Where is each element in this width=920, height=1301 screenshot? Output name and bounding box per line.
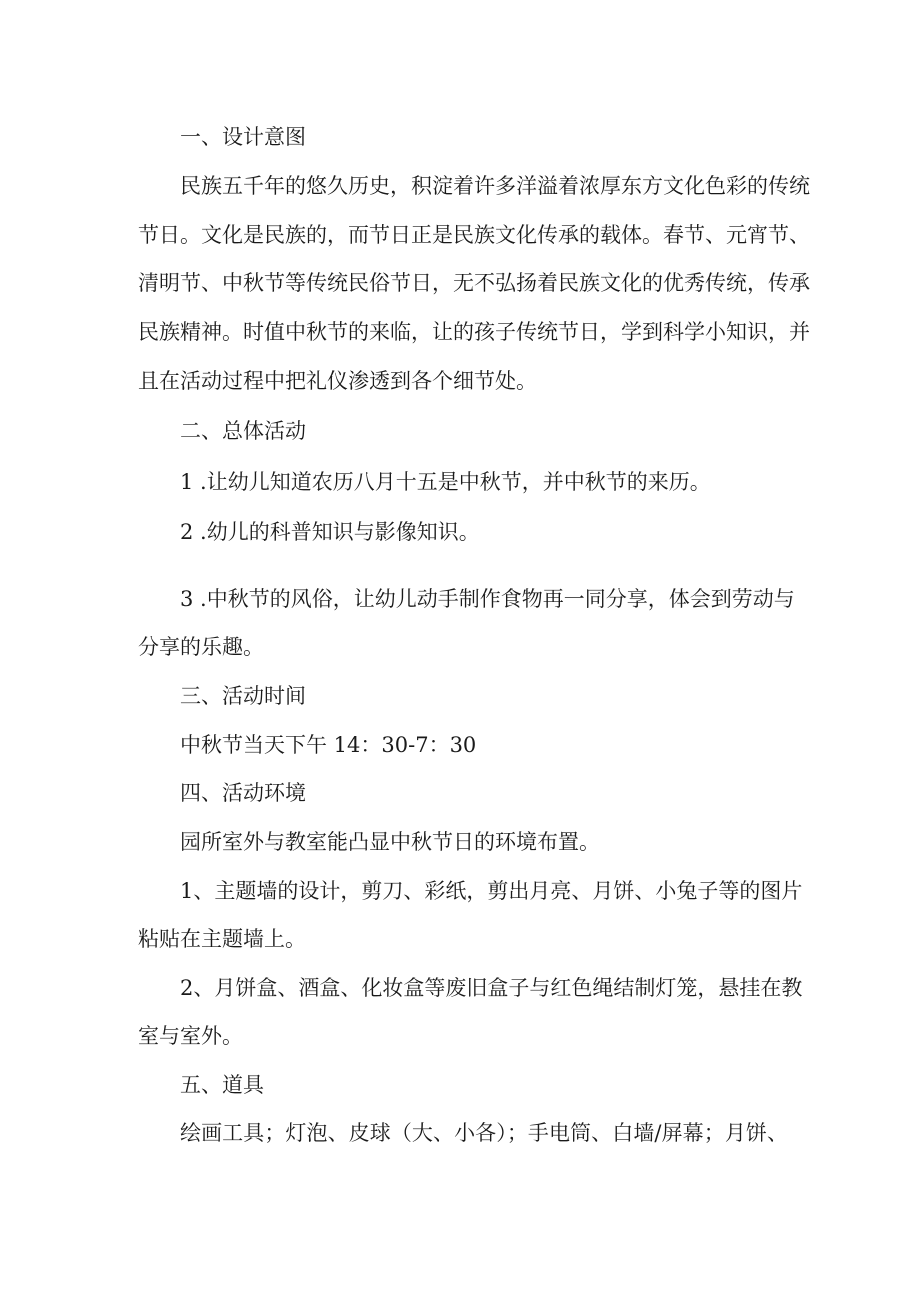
list-item: 1 .让幼儿知道农历八月十五是中秋节，并中秋节的来历。 (180, 470, 711, 494)
paragraph-line: 民族五千年的悠久历史，积淀着许多洋溢着浓厚东方文化色彩的传统 (180, 174, 810, 198)
list-item: 1、主题墙的设计，剪刀、彩纸，剪出月亮、月饼、小兔子等的图片 (180, 879, 803, 903)
paragraph-line: 节日。文化是民族的，而节日正是民族文化传承的载体。春节、元宵节、 (138, 223, 810, 247)
paragraph-line: 绘画工具；灯泡、皮球（大、小各）；手电筒、白墙/屏幕；月饼、 (180, 1121, 788, 1145)
heading-overall-activity: 二、总体活动 (180, 419, 306, 443)
paragraph-line: 清明节、中秋节等传统民俗节日，无不弘扬着民族文化的优秀传统，传承 (138, 271, 810, 295)
list-item-continuation: 粘贴在主题墙上。 (138, 927, 306, 951)
heading-activity-environment: 四、活动环境 (180, 781, 306, 805)
paragraph-line: 园所室外与教室能凸显中秋节日的环境布置。 (180, 830, 600, 854)
list-item: 2 .幼儿的科普知识与影像知识。 (180, 520, 480, 544)
heading-activity-time: 三、活动时间 (180, 684, 306, 708)
activity-time-text: 中秋节当天下午 14：30-7：30 (180, 733, 477, 757)
list-item: 2、月饼盒、酒盒、化妆盒等废旧盒子与红色绳结制灯笼，悬挂在教 (180, 976, 803, 1000)
heading-props: 五、道具 (180, 1073, 264, 1097)
paragraph-line: 民族精神。时值中秋节的来临，让的孩子传统节日，学到科学小知识，并 (138, 320, 810, 344)
list-item: 3 .中秋节的风俗，让幼儿动手制作食物再一同分享，体会到劳动与 (180, 587, 795, 611)
paragraph-line: 且在活动过程中把礼仪渗透到各个细节处。 (138, 369, 537, 393)
heading-design-intent: 一、设计意图 (180, 125, 306, 149)
list-item-continuation: 室与室外。 (138, 1024, 243, 1048)
list-item-continuation: 分享的乐趣。 (138, 635, 264, 659)
